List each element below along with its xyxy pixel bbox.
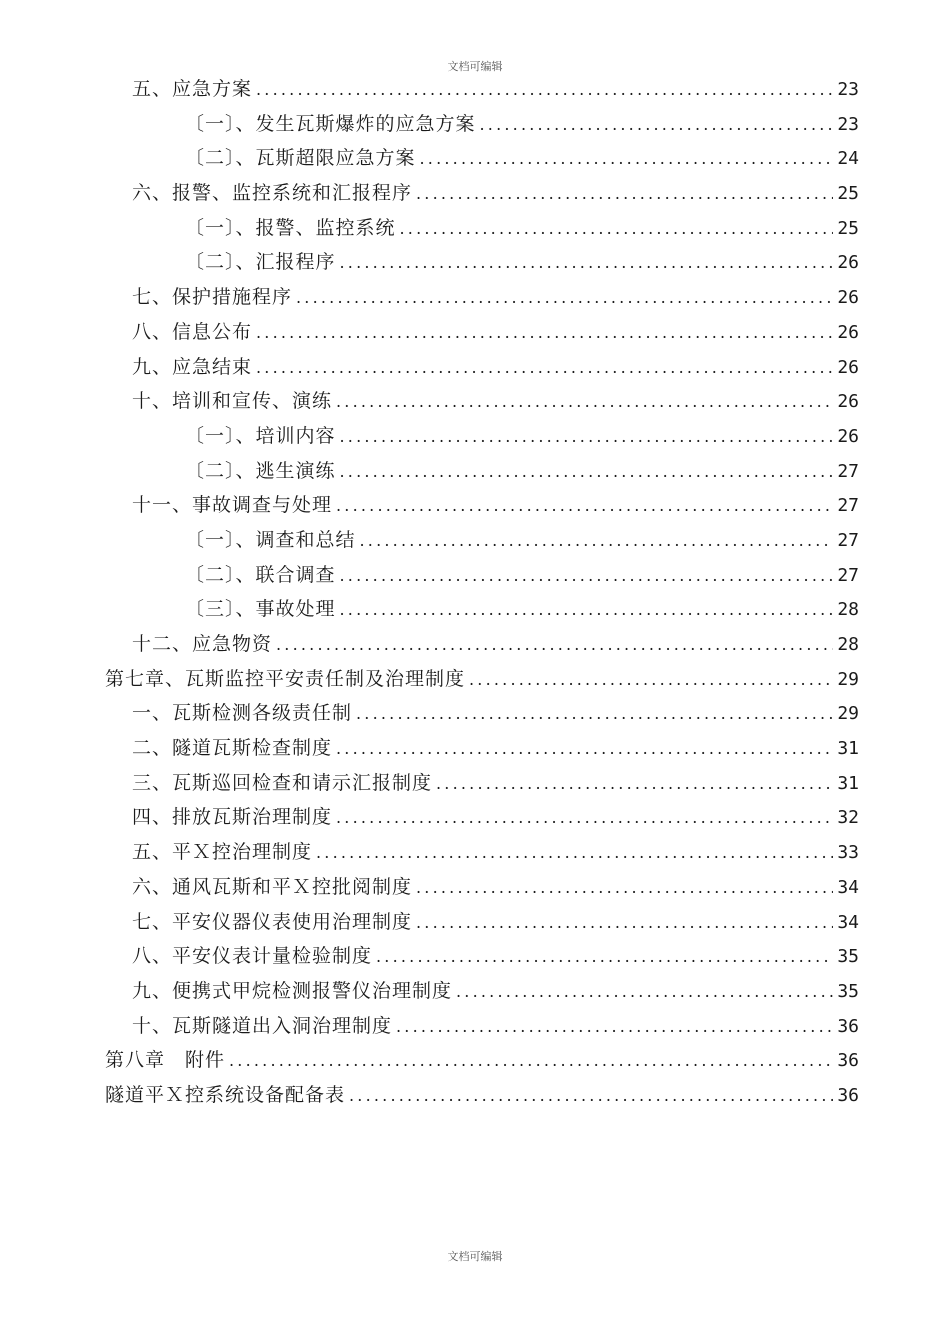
toc-entry-title: 一、瓦斯检测各级责任制 [132,702,353,725]
toc-entry-title: 五、平Ｘ控治理制度 [132,841,313,864]
toc-entry[interactable] [0,662,950,697]
toc-entry-title: 〔一〕、发生瓦斯爆炸的应急方案 [185,112,476,135]
toc-entry-page-number: 28 [837,634,859,655]
toc-entry-page-number: 27 [837,564,859,586]
toc-dot-leader [276,628,833,663]
toc-entry[interactable] [0,558,950,593]
toc-dot-leader [340,559,833,594]
toc-entry-title: 三、瓦斯巡回检查和请示汇报制度 [132,771,433,794]
toc-entry-page-number: 26 [837,252,859,274]
toc-entry[interactable] [0,800,950,835]
toc-entry-page-number: 32 [837,807,859,829]
toc-dot-leader [416,177,833,212]
toc-entry-page-number: 25 [837,217,859,239]
toc-entry-title: 七、保护措施程序 [132,286,293,309]
toc-entry-title: 二、隧道瓦斯检查制度 [132,737,333,760]
toc-entry-title: 〔二〕、联合调查 [185,563,336,586]
toc-dot-leader [340,455,833,490]
toc-dot-leader [340,420,833,455]
toc-dot-leader [229,1044,833,1079]
toc-entry-page-number: 27 [837,460,859,482]
toc-entry-page-number: 26 [837,425,859,447]
toc-entry-page-number: 33 [837,842,859,864]
toc-entry-title: 九、便携式甲烷检测报警仪治理制度 [132,979,453,1002]
toc-entry[interactable] [0,939,950,974]
toc-entry[interactable] [0,176,950,211]
toc-entry-page-number: 24 [837,148,859,170]
toc-entry-title: 〔二〕、汇报程序 [185,251,336,274]
toc-entry-title: 十、瓦斯隧道出入洞治理制度 [132,1014,393,1037]
toc-dot-leader [420,142,833,177]
toc-entry-page-number: 34 [837,911,859,933]
toc-entry-page-number: 23 [837,113,859,135]
toc-entry-title: 〔三〕、事故处理 [185,598,336,621]
toc-entry-page-number: 29 [837,703,859,725]
page-footer-mark: 文档可编辑 [447,1250,503,1263]
toc-entry-title: 九、应急结束 [132,355,253,378]
toc-entry-page-number: 29 [837,668,859,690]
toc-entry[interactable] [0,696,950,731]
toc-dot-leader [336,801,833,836]
toc-entry[interactable] [0,384,950,419]
toc-dot-leader [256,316,833,351]
toc-dot-leader [480,108,833,143]
toc-entry[interactable] [0,72,950,107]
toc-entry-title: 〔二〕、逃生演练 [185,459,336,482]
toc-dot-leader [336,732,833,767]
toc-entry[interactable] [0,107,950,142]
toc-entry-title: 八、平安仪表计量检验制度 [132,945,373,968]
toc-entry-title: 六、报警、监控系统和汇报程序 [132,182,413,205]
toc-dot-leader [336,385,833,420]
toc-entry-title: 十二、应急物资 [132,633,273,655]
toc-entry[interactable] [0,488,950,523]
toc-entry-page-number: 25 [837,183,859,205]
toc-entry[interactable] [0,141,950,176]
toc-dot-leader [436,767,833,802]
toc-entry-title: 第七章、瓦斯监控平安责任制及治理制度 [105,667,466,690]
toc-dot-leader [340,246,833,281]
toc-entry[interactable] [0,523,950,558]
toc-entry[interactable] [0,280,950,315]
toc-entry-page-number: 27 [837,495,859,517]
toc-entry[interactable] [0,766,950,801]
toc-entry[interactable] [0,592,950,627]
toc-entry-page-number: 31 [837,772,859,794]
toc-dot-leader [360,524,833,559]
toc-entry-title: 七、平安仪器仪表使用治理制度 [132,910,413,933]
toc-entry[interactable] [0,454,950,489]
toc-dot-leader [296,281,833,316]
toc-entry-page-number: 27 [837,529,859,551]
toc-entry-page-number: 31 [837,738,859,760]
toc-entry[interactable] [0,350,950,385]
toc-entry-title: 五、应急方案 [132,78,253,100]
toc-entry[interactable] [0,627,950,662]
toc-entry-page-number: 26 [837,356,859,378]
toc-dot-leader [416,906,833,941]
toc-dot-leader [416,871,833,906]
toc-entry[interactable] [0,211,950,246]
toc-entry[interactable] [0,315,950,350]
toc-entry-page-number: 36 [837,1050,859,1072]
table-of-contents [0,72,950,1113]
toc-entry[interactable] [0,1009,950,1044]
toc-entry-page-number: 36 [837,1015,859,1037]
toc-entry-title: 四、排放瓦斯治理制度 [132,806,333,829]
toc-entry[interactable] [0,1043,950,1078]
toc-entry[interactable] [0,419,950,454]
toc-entry[interactable] [0,731,950,766]
toc-entry-page-number: 26 [837,287,859,309]
toc-entry[interactable] [0,245,950,280]
toc-entry-title: 〔一〕、调查和总结 [185,528,356,551]
toc-entry-page-number: 34 [837,876,859,898]
toc-dot-leader [336,489,833,524]
toc-entry-page-number: 36 [837,1084,859,1106]
toc-entry-title: 十一、事故调查与处理 [132,494,333,517]
toc-entry-title: 隧道平Ｘ控系统设备配备表 [105,1083,346,1106]
toc-entry[interactable] [0,870,950,905]
toc-dot-leader [349,1079,833,1114]
toc-dot-leader [400,212,833,247]
toc-dot-leader [456,975,833,1010]
toc-dot-leader [256,73,833,108]
toc-dot-leader [316,836,833,871]
toc-dot-leader [396,1010,833,1045]
toc-entry-title: 〔一〕、培训内容 [185,424,336,447]
toc-entry-title: 十、培训和宣传、演练 [132,390,333,413]
toc-dot-leader [340,593,833,628]
toc-entry-title: 〔二〕、瓦斯超限应急方案 [185,147,416,170]
toc-dot-leader [256,351,833,386]
toc-entry-title: 第八章 附件 [105,1049,226,1072]
toc-dot-leader [376,940,833,975]
toc-entry-title: 六、通风瓦斯和平Ｘ控批阅制度 [132,875,413,898]
toc-entry[interactable] [0,835,950,870]
toc-entry-title: 八、信息公布 [132,320,253,343]
toc-entry-page-number: 26 [837,321,859,343]
toc-entry[interactable] [0,1078,950,1113]
toc-entry-page-number: 26 [837,391,859,413]
toc-entry[interactable] [0,974,950,1009]
toc-dot-leader [469,663,833,698]
page-header-mark: 文档可编辑 [447,60,503,73]
toc-entry-page-number: 35 [837,946,859,968]
toc-entry-title: 〔一〕、报警、监控系统 [185,216,396,239]
toc-entry-page-number: 23 [837,79,859,100]
toc-dot-leader [356,697,833,732]
toc-entry-page-number: 35 [837,980,859,1002]
toc-entry-page-number: 28 [837,599,859,621]
toc-entry[interactable] [0,905,950,940]
